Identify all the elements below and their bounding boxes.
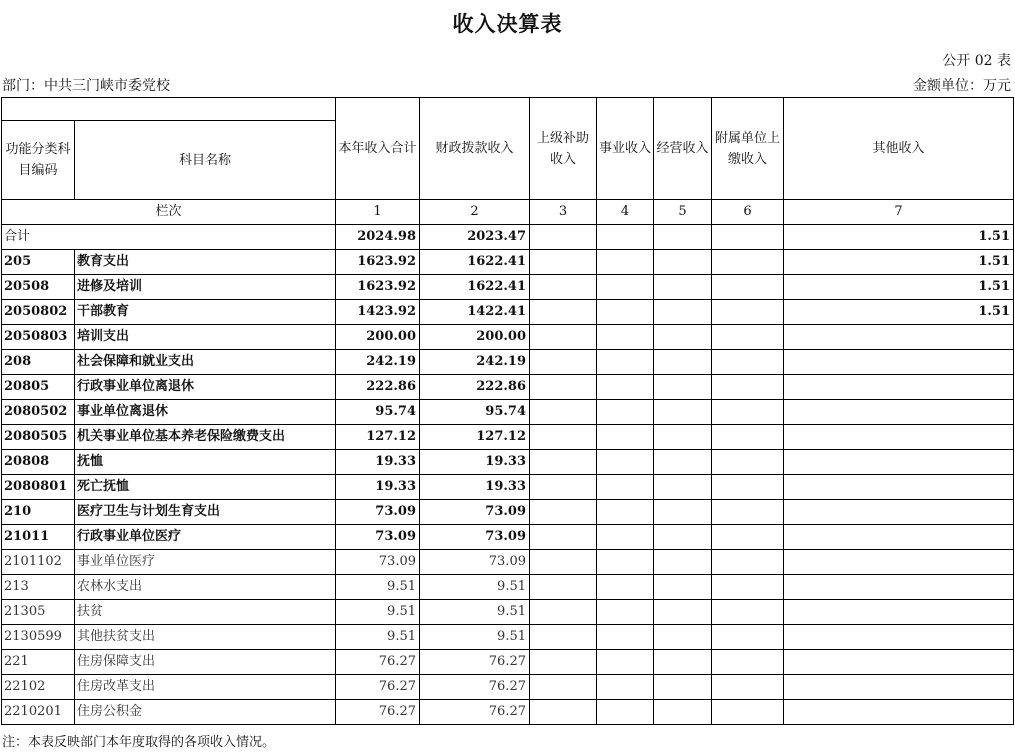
row-code: 2210201 <box>2 700 75 725</box>
row-name: 其他扶贫支出 <box>75 625 336 650</box>
row-business <box>597 275 654 300</box>
header-blank <box>2 98 336 121</box>
row-fiscal: 9.51 <box>420 625 530 650</box>
row-affiliated <box>712 500 784 525</box>
row-fiscal: 73.09 <box>420 550 530 575</box>
row-fiscal: 1422.41 <box>420 300 530 325</box>
row-total: 73.09 <box>336 550 420 575</box>
total-row <box>2 225 1014 250</box>
header-total: 本年收入合计 <box>336 98 420 200</box>
row-affiliated <box>712 275 784 300</box>
row-superior <box>530 675 597 700</box>
row-business <box>597 600 654 625</box>
row-code: 22102 <box>2 675 75 700</box>
row-business <box>597 575 654 600</box>
row-name: 住房改革支出 <box>75 675 336 700</box>
row-other <box>784 325 1014 350</box>
row-total: 9.51 <box>336 575 420 600</box>
row-code: 21305 <box>2 600 75 625</box>
row-code: 2080801 <box>2 475 75 500</box>
row-total: 242.19 <box>336 350 420 375</box>
total-other: 1.51 <box>784 225 1014 250</box>
row-fiscal: 19.33 <box>420 450 530 475</box>
table-row <box>2 550 1014 575</box>
row-name: 住房保障支出 <box>75 650 336 675</box>
row-affiliated <box>712 700 784 725</box>
row-fiscal: 222.86 <box>420 375 530 400</box>
amount-unit-label: 金额单位：万元 <box>913 78 1011 94</box>
row-business <box>597 500 654 525</box>
row-affiliated <box>712 550 784 575</box>
row-superior <box>530 325 597 350</box>
row-fiscal: 200.00 <box>420 325 530 350</box>
income-table <box>1 97 1014 725</box>
row-business <box>597 350 654 375</box>
row-other <box>784 425 1014 450</box>
row-operating <box>654 450 712 475</box>
row-business <box>597 475 654 500</box>
total-fiscal: 2023.47 <box>420 225 530 250</box>
row-code: 21011 <box>2 525 75 550</box>
row-other <box>784 625 1014 650</box>
row-total: 76.27 <box>336 700 420 725</box>
row-fiscal: 127.12 <box>420 425 530 450</box>
row-operating <box>654 600 712 625</box>
row-total: 127.12 <box>336 425 420 450</box>
table-row <box>2 500 1014 525</box>
row-business <box>597 625 654 650</box>
row-other: 1.51 <box>784 300 1014 325</box>
page-title: 收入决算表 <box>452 11 563 36</box>
row-business <box>597 525 654 550</box>
row-operating <box>654 625 712 650</box>
row-affiliated <box>712 600 784 625</box>
row-operating <box>654 525 712 550</box>
row-operating <box>654 550 712 575</box>
header-operating: 经营收入 <box>654 98 712 200</box>
row-superior <box>530 275 597 300</box>
department-label: 部门：中共三门峡市委党校 <box>2 78 170 94</box>
col-index-2: 2 <box>420 200 530 225</box>
row-affiliated <box>712 300 784 325</box>
row-code: 2080502 <box>2 400 75 425</box>
row-name: 行政事业单位医疗 <box>75 525 336 550</box>
row-superior <box>530 625 597 650</box>
total-label: 合计 <box>2 225 336 250</box>
row-other <box>784 675 1014 700</box>
col-index-7: 7 <box>784 200 1014 225</box>
row-name: 死亡抚恤 <box>75 475 336 500</box>
row-name: 农林水支出 <box>75 575 336 600</box>
col-index-6: 6 <box>712 200 784 225</box>
row-operating <box>654 700 712 725</box>
table-row <box>2 475 1014 500</box>
row-code: 221 <box>2 650 75 675</box>
row-total: 19.33 <box>336 450 420 475</box>
row-other <box>784 575 1014 600</box>
row-operating <box>654 425 712 450</box>
table-row <box>2 275 1014 300</box>
row-superior <box>530 400 597 425</box>
row-superior <box>530 550 597 575</box>
row-code: 2130599 <box>2 625 75 650</box>
row-other <box>784 350 1014 375</box>
row-business <box>597 650 654 675</box>
col-index-1: 1 <box>336 200 420 225</box>
row-affiliated <box>712 575 784 600</box>
row-code: 2101102 <box>2 550 75 575</box>
row-fiscal: 19.33 <box>420 475 530 500</box>
row-name: 教育支出 <box>75 250 336 275</box>
row-other: 1.51 <box>784 250 1014 275</box>
header-superior: 上级补助收入 <box>530 98 597 200</box>
row-business <box>597 550 654 575</box>
row-superior <box>530 525 597 550</box>
row-total: 73.09 <box>336 525 420 550</box>
row-fiscal: 76.27 <box>420 675 530 700</box>
row-total: 1623.92 <box>336 275 420 300</box>
total-business <box>597 225 654 250</box>
row-name: 干部教育 <box>75 300 336 325</box>
row-other <box>784 450 1014 475</box>
row-fiscal: 9.51 <box>420 575 530 600</box>
table-row <box>2 325 1014 350</box>
row-name: 机关事业单位基本养老保险缴费支出 <box>75 425 336 450</box>
row-affiliated <box>712 325 784 350</box>
row-business <box>597 450 654 475</box>
row-business <box>597 675 654 700</box>
header-business: 事业收入 <box>597 98 654 200</box>
col-index-4: 4 <box>597 200 654 225</box>
row-name: 住房公积金 <box>75 700 336 725</box>
row-total: 73.09 <box>336 500 420 525</box>
table-row <box>2 600 1014 625</box>
row-other <box>784 525 1014 550</box>
table-row <box>2 350 1014 375</box>
row-total: 1423.92 <box>336 300 420 325</box>
row-code: 205 <box>2 250 75 275</box>
row-business <box>597 325 654 350</box>
row-code: 20508 <box>2 275 75 300</box>
row-fiscal: 1622.41 <box>420 275 530 300</box>
row-other <box>784 475 1014 500</box>
row-operating <box>654 575 712 600</box>
row-affiliated <box>712 400 784 425</box>
row-name: 进修及培训 <box>75 275 336 300</box>
table-row <box>2 625 1014 650</box>
row-operating <box>654 275 712 300</box>
total-superior <box>530 225 597 250</box>
row-other <box>784 375 1014 400</box>
footnote: 注：本表反映部门本年度取得的各项收入情况。 <box>2 735 276 750</box>
row-superior <box>530 500 597 525</box>
row-business <box>597 300 654 325</box>
row-superior <box>530 600 597 625</box>
row-code: 213 <box>2 575 75 600</box>
row-operating <box>654 300 712 325</box>
row-fiscal: 9.51 <box>420 600 530 625</box>
row-operating <box>654 650 712 675</box>
row-name: 社会保障和就业支出 <box>75 350 336 375</box>
row-superior <box>530 300 597 325</box>
table-row <box>2 700 1014 725</box>
row-name: 医疗卫生与计划生育支出 <box>75 500 336 525</box>
row-superior <box>530 700 597 725</box>
row-fiscal: 95.74 <box>420 400 530 425</box>
header-func-code: 功能分类科目编码 <box>2 121 75 200</box>
row-operating <box>654 500 712 525</box>
row-superior <box>530 475 597 500</box>
row-other <box>784 700 1014 725</box>
row-superior <box>530 250 597 275</box>
row-total: 222.86 <box>336 375 420 400</box>
total-sum: 2024.98 <box>336 225 420 250</box>
row-name: 行政事业单位离退休 <box>75 375 336 400</box>
table-row <box>2 425 1014 450</box>
row-affiliated <box>712 350 784 375</box>
row-fiscal: 73.09 <box>420 525 530 550</box>
row-other <box>784 550 1014 575</box>
col-index-3: 3 <box>530 200 597 225</box>
row-code: 2050802 <box>2 300 75 325</box>
row-fiscal: 76.27 <box>420 650 530 675</box>
row-total: 95.74 <box>336 400 420 425</box>
row-total: 19.33 <box>336 475 420 500</box>
row-total: 9.51 <box>336 625 420 650</box>
row-affiliated <box>712 675 784 700</box>
row-affiliated <box>712 425 784 450</box>
row-affiliated <box>712 450 784 475</box>
table-row <box>2 375 1014 400</box>
row-affiliated <box>712 625 784 650</box>
row-code: 2080505 <box>2 425 75 450</box>
row-fiscal: 1622.41 <box>420 250 530 275</box>
row-affiliated <box>712 525 784 550</box>
row-operating <box>654 350 712 375</box>
header-affiliated: 附属单位上缴收入 <box>712 98 784 200</box>
table-row <box>2 300 1014 325</box>
row-business <box>597 425 654 450</box>
row-affiliated <box>712 250 784 275</box>
table-row <box>2 400 1014 425</box>
row-code: 2050803 <box>2 325 75 350</box>
row-superior <box>530 450 597 475</box>
row-other <box>784 600 1014 625</box>
row-code: 20808 <box>2 450 75 475</box>
row-code: 208 <box>2 350 75 375</box>
table-row <box>2 650 1014 675</box>
row-affiliated <box>712 475 784 500</box>
form-code: 公开 02 表 <box>942 53 1011 69</box>
row-superior <box>530 375 597 400</box>
row-affiliated <box>712 650 784 675</box>
row-total: 9.51 <box>336 600 420 625</box>
row-name: 扶贫 <box>75 600 336 625</box>
row-business <box>597 250 654 275</box>
row-code: 210 <box>2 500 75 525</box>
row-fiscal: 76.27 <box>420 700 530 725</box>
row-total: 76.27 <box>336 675 420 700</box>
total-operating <box>654 225 712 250</box>
row-fiscal: 73.09 <box>420 500 530 525</box>
col-index-5: 5 <box>654 200 712 225</box>
row-fiscal: 242.19 <box>420 350 530 375</box>
row-affiliated <box>712 375 784 400</box>
row-operating <box>654 400 712 425</box>
row-superior <box>530 650 597 675</box>
row-business <box>597 375 654 400</box>
row-business <box>597 700 654 725</box>
row-name: 培训支出 <box>75 325 336 350</box>
header-other: 其他收入 <box>784 98 1014 200</box>
row-other <box>784 400 1014 425</box>
row-operating <box>654 325 712 350</box>
row-operating <box>654 375 712 400</box>
header-subject: 科目名称 <box>75 121 336 200</box>
row-superior <box>530 575 597 600</box>
table-row <box>2 675 1014 700</box>
row-superior <box>530 425 597 450</box>
table-row <box>2 250 1014 275</box>
table-row <box>2 575 1014 600</box>
row-other: 1.51 <box>784 275 1014 300</box>
row-name: 事业单位离退休 <box>75 400 336 425</box>
row-total: 200.00 <box>336 325 420 350</box>
row-other <box>784 500 1014 525</box>
row-operating <box>654 250 712 275</box>
row-name: 事业单位医疗 <box>75 550 336 575</box>
row-operating <box>654 675 712 700</box>
row-superior <box>530 350 597 375</box>
row-total: 1623.92 <box>336 250 420 275</box>
row-business <box>597 400 654 425</box>
row-name: 抚恤 <box>75 450 336 475</box>
table-row <box>2 450 1014 475</box>
col-index-label: 栏次 <box>2 200 336 225</box>
row-code: 20805 <box>2 375 75 400</box>
row-other <box>784 650 1014 675</box>
total-affiliated <box>712 225 784 250</box>
row-operating <box>654 475 712 500</box>
table-row <box>2 525 1014 550</box>
row-total: 76.27 <box>336 650 420 675</box>
header-fiscal: 财政拨款收入 <box>420 98 530 200</box>
